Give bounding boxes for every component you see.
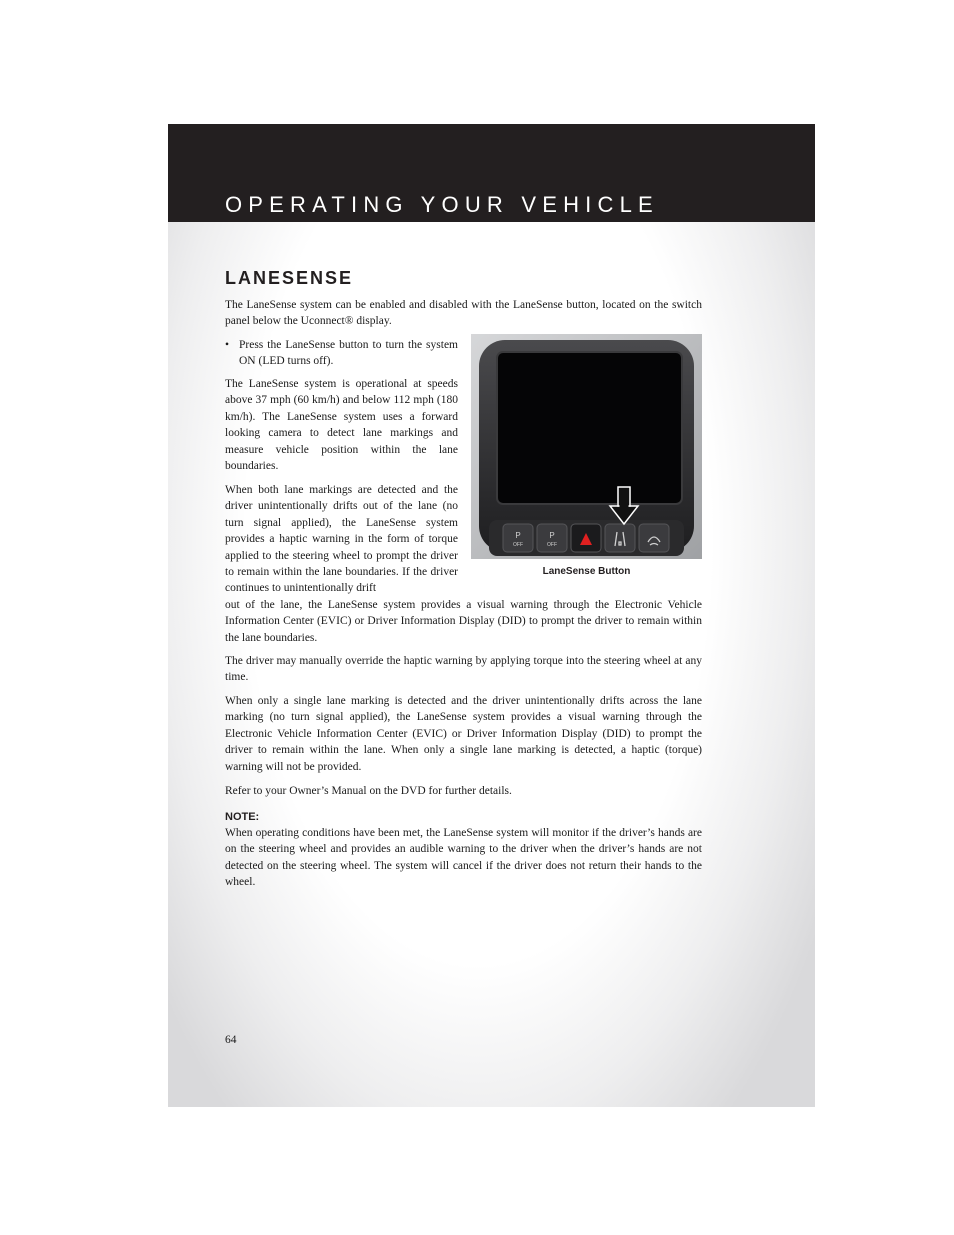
header-bar	[168, 124, 815, 222]
bullet-marker: •	[225, 339, 230, 351]
bullet-text: Press the LaneSense button to turn the system ON (LED turns off).	[239, 339, 458, 368]
refer-paragraph: Refer to your Owner’s Manual on the DVD for further details.	[225, 785, 512, 797]
page-header-title: OPERATING YOUR VEHICLE	[225, 192, 659, 217]
park-assist-rear-icon-off-label: OFF	[513, 542, 523, 548]
both-markings-paragraph-end: out of the lane, the LaneSense system provides a visual warning through the Electronic Vehicle Information Center (EVIC) or Driver Information Display (DID) to prompt the driver to remain within the lane boundaries.	[225, 599, 702, 644]
note-label: NOTE:	[225, 811, 260, 823]
section-title: LANESENSE	[225, 268, 354, 288]
intro-paragraph: The LaneSense system can be enabled and disabled with the LaneSense button, located on the switch panel below the Uconnect® display.	[225, 299, 702, 328]
park-assist-rear-icon: P	[515, 531, 521, 540]
single-marking-paragraph: When only a single lane marking is detected and the driver unintentionally drifts across the lane marking (no turn signal applied), the LaneSense system provides a visual warning through the Electronic Vehicle Information Center (EVIC) or Driver Information Display (DID) to prompt the driver to remain within the lane. When only a single lane marking is detected, a haptic (torque) warning will not be provided.	[225, 695, 702, 773]
note-paragraph: When operating conditions have been met, the LaneSense system will monitor if the driver’s hands are on the steering wheel and provides an audible warning to the driver when the driver’s hands are not detected on the steering wheel. The system will cancel if the driver does not return their hands to the wheel.	[225, 827, 702, 889]
speed-paragraph: The LaneSense system is operational at speeds above 37 mph (60 km/h) and below 112 mph (180 km/h). The LaneSense system uses a forward looking camera to detect lane markings and measure vehicle position within the lane boundaries.	[225, 378, 458, 473]
figure-caption: LaneSense Button	[542, 566, 631, 577]
page-number: 64	[225, 1034, 237, 1046]
manual-page	[168, 124, 815, 1107]
display-screen	[497, 352, 682, 504]
park-assist-front-icon: P	[549, 531, 555, 540]
lanesense-button-photo	[471, 334, 702, 559]
override-paragraph: The driver may manually override the haptic warning by applying torque into the steering wheel at any time.	[225, 655, 702, 684]
park-assist-front-icon-off-label: OFF	[547, 542, 557, 548]
dash-illustration	[471, 334, 702, 559]
switch-button-5[interactable]	[639, 524, 669, 552]
both-markings-paragraph-start: When both lane markings are detected and the driver unintentionally drifts out of the lane (no turn signal applied), the LaneSense system provides a haptic warning in the form of torque applied to the steering wheel to prompt the driver to remain within the lane boundaries. If the driver continues to unintentionally drift	[225, 484, 458, 595]
switch-button-4[interactable]	[605, 524, 635, 552]
